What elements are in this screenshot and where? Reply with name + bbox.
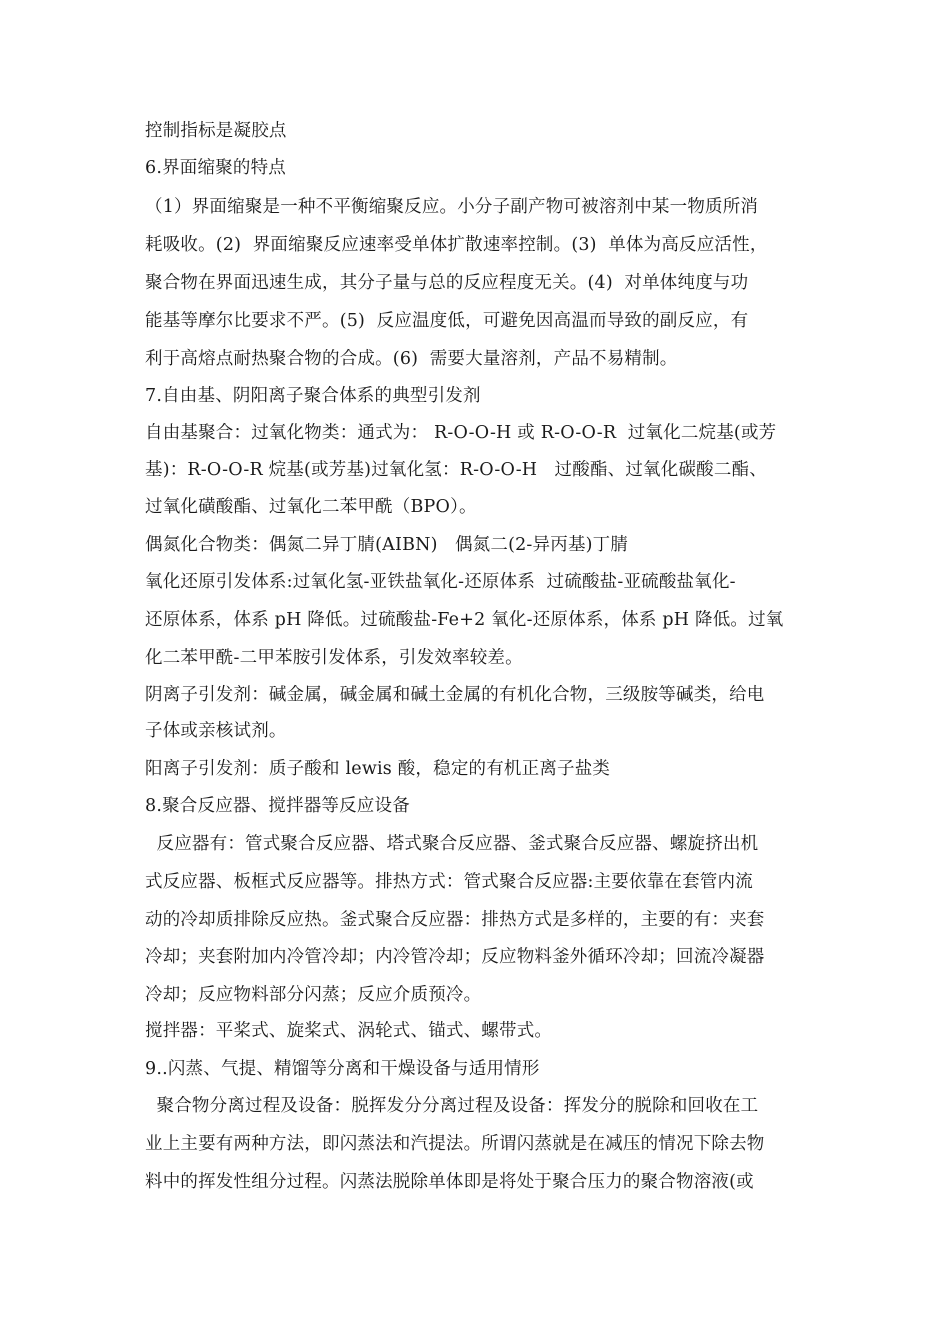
section-heading: 6.界面缩聚的特点	[145, 158, 286, 178]
text-line: 偶氮化合物类：偶氮二异丁腈(AIBN) 偶氮二(2-异丙基)丁腈	[145, 535, 629, 555]
text-line: 阳离子引发剂：质子酸和 lewis 酸，稳定的有机正离子盐类	[145, 759, 611, 779]
text-line: 式反应器、板框式反应器等。排热方式：管式聚合反应器:主要依靠在套管内流	[145, 872, 753, 892]
text-line: （1）界面缩聚是一种不平衡缩聚反应。小分子副产物可被溶剂中某一物质所消	[145, 197, 759, 217]
text-line: 还原体系，体系 pH 降低。过硫酸盐-Fe+2 氧化-还原体系，体系 pH 降低。过氧	[145, 610, 784, 630]
text-line: 料中的挥发性组分过程。闪蒸法脱除单体即是将处于聚合压力的聚合物溶液(或	[145, 1172, 754, 1192]
section-heading: 9..闪蒸、气提、精馏等分离和干燥设备与适用情形	[145, 1059, 540, 1079]
text-line: 控制指标是凝胶点	[145, 121, 287, 141]
text-line: 基)：R-O-O-R 烷基(或芳基)过氧化氢：R-O-O-H 过酸酯、过氧化碳酸二酯、	[145, 460, 767, 480]
text-line: 搅拌器：平桨式、旋桨式、涡轮式、锚式、螺带式。	[145, 1021, 553, 1041]
text-line: 业上主要有两种方法，即闪蒸法和汽提法。所谓闪蒸就是在减压的情况下除去物	[145, 1134, 765, 1154]
text-line: 能基等摩尔比要求不严。(5) 反应温度低，可避免因高温而导致的副反应，有	[145, 311, 749, 331]
text-line: 聚合物分离过程及设备：脱挥发分分离过程及设备：挥发分的脱除和回收在工	[145, 1096, 759, 1116]
text-line: 化二苯甲酰-二甲苯胺引发体系，引发效率较差。	[145, 648, 523, 668]
text-line: 冷却；反应物料部分闪蒸；反应介质预冷。	[145, 985, 482, 1005]
text-line: 动的冷却质排除反应热。釜式聚合反应器：排热方式是多样的，主要的有：夹套	[145, 910, 765, 930]
text-line: 耗吸收。(2) 界面缩聚反应速率受单体扩散速率控制。(3) 单体为高反应活性，	[145, 235, 768, 255]
section-heading: 7.自由基、阴阳离子聚合体系的典型引发剂	[145, 386, 481, 406]
section-heading: 8.聚合反应器、搅拌器等反应设备	[145, 796, 410, 816]
text-line: 冷却；夹套附加内冷管冷却；内冷管冷却；反应物料釜外循环冷却；回流冷凝器	[145, 947, 765, 967]
text-line: 聚合物在界面迅速生成，其分子量与总的反应程度无关。(4) 对单体纯度与功	[145, 273, 749, 293]
text-line: 过氧化磺酸酯、过氧化二苯甲酰（BPO）。	[145, 497, 477, 517]
text-line: 氧化还原引发体系:过氧化氢-亚铁盐氧化-还原体系 过硫酸盐-亚硫酸盐氧化-	[145, 572, 736, 592]
text-line: 反应器有：管式聚合反应器、塔式聚合反应器、釜式聚合反应器、螺旋挤出机	[145, 834, 759, 854]
text-line: 阴离子引发剂：碱金属，碱金属和碱土金属的有机化合物，三级胺等碱类，给电	[145, 685, 765, 705]
text-line: 利于高熔点耐热聚合物的合成。(6) 需要大量溶剂，产品不易精制。	[145, 349, 678, 369]
text-line: 子体或亲核试剂。	[145, 721, 287, 741]
text-line: 自由基聚合：过氧化物类：通式为： R-O-O-H 或 R-O-O-R 过氧化二烷基(或芳	[145, 423, 777, 443]
